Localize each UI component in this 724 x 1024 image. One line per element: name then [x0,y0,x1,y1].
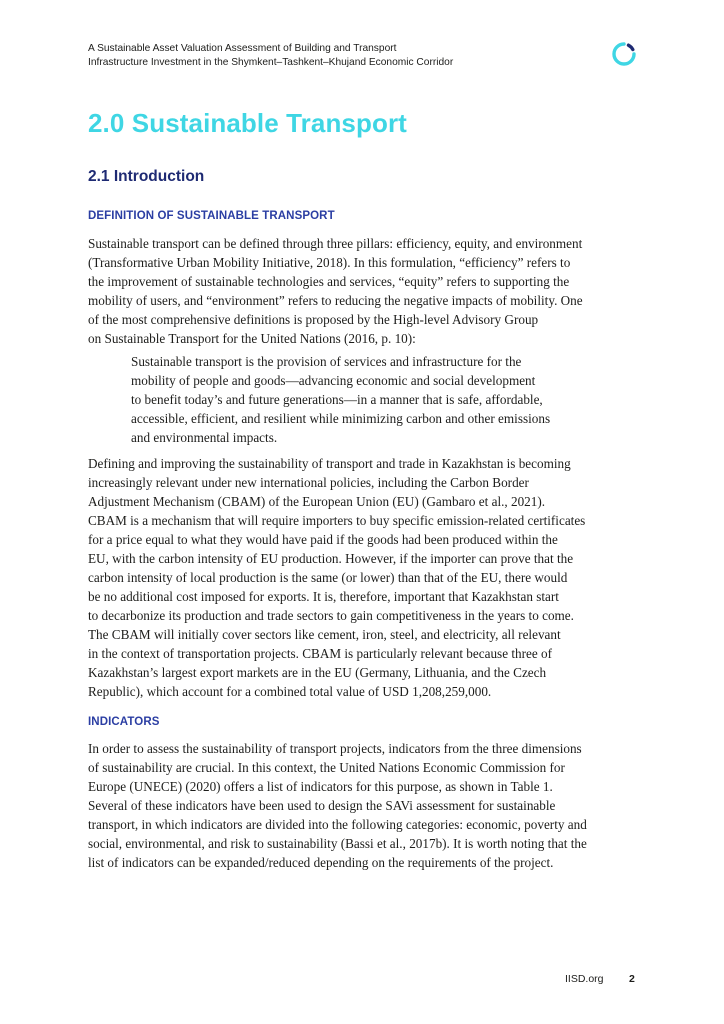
indicators-heading: INDICATORS [88,716,160,728]
text-line: EU, with the carbon intensity of EU production. However, if the importer can prove that the [88,551,574,566]
definition-quote [131,352,611,447]
footer-site-link[interactable]: IISD.org [565,973,604,985]
quote-line: accessible, efficient, and resilient while minimizing carbon and other emissions [131,411,551,426]
text-line: list of indicators can be expanded/reduced depending on the requirements of the project. [88,855,554,870]
text-line: Defining and improving the sustainability of transport and trade in Kazakhstan is becoming [88,456,571,471]
iisd-logo-icon [611,41,637,67]
section-title: 2.0 Sustainable Transport [88,108,407,138]
text-line: increasingly relevant under new international policies, including the Carbon Border [88,475,529,490]
definition-heading: DEFINITION OF SUSTAINABLE TRANSPORT [88,210,335,222]
text-line: The CBAM will initially cover sectors like cement, iron, steel, and electricity, all relevant [88,627,561,642]
text-line: of sustainability are crucial. In this context, the United Nations Economic Commission for [88,760,565,775]
text-line: to decarbonize its production and trade sectors to gain competitiveness in the years to come. [88,608,574,623]
quote-line: to benefit today’s and future generations—in a manner that is safe, affordable, [131,392,543,407]
page-number: 2 [629,973,635,985]
quote-line: and environmental impacts. [131,430,278,445]
quote-line: Sustainable transport is the provision of services and infrastructure for the [131,354,522,369]
text-line: for a price equal to what they would have paid if the goods had been produced within the [88,532,558,547]
text-line: Adjustment Mechanism (CBAM) of the European Union (EU) (Gambaro et al., 2021). [88,494,546,509]
text-line: carbon intensity of local production is the same (or lower) than that of the EU, there would [88,570,568,585]
text-line: on Sustainable Transport for the United Nations (2016, p. 10): [88,331,416,346]
subsection-title: 2.1 Introduction [88,168,205,185]
text-line: the improvement of sustainable technologies and services, “equity” refers to supporting the [88,274,570,289]
text-line: of the most comprehensive definitions is proposed by the High-level Advisory Group [88,312,539,327]
text-line: Republic), which account for a combined total value of USD 1,208,259,000. [88,684,492,699]
running-header-line-1: A Sustainable Asset Valuation Assessment of Building and Transport [88,43,397,54]
text-line: CBAM is a mechanism that will require importers to buy specific emission-related certificates [88,513,586,528]
indicators-paragraph [88,739,640,872]
text-line: transport, in which indicators are divided into the following categories: economic, poverty and [88,817,587,832]
text-line: be no additional cost imposed for exports. It is, therefore, important that Kazakhstan start [88,589,559,604]
text-line: (Transformative Urban Mobility Initiative, 2018). In this formulation, “efficiency” refers to [88,255,571,270]
text-line: In order to assess the sustainability of transport projects, indicators from the three dimensions [88,741,582,756]
running-header [88,42,453,70]
text-line: social, environmental, and risk to sustainability (Bassi et al., 2017b). It is worth noting that the [88,836,587,851]
definition-paragraph-1 [88,234,640,348]
text-line: Kazakhstan’s largest export markets are in the EU (Germany, Lithuania, and the Czech [88,665,547,680]
running-header-line-2: Infrastructure Investment in the Shymkent–Tashkent–Khujand Economic Corridor [88,57,454,68]
text-line: Europe (UNECE) (2020) offers a list of indicators for this purpose, as shown in Table 1. [88,779,553,794]
quote-line: mobility of people and goods—advancing economic and social development [131,373,536,388]
text-line: mobility of users, and “environment” refers to reducing the negative impacts of mobility. One [88,293,583,308]
definition-paragraph-2 [88,454,640,701]
text-line: in the context of transportation projects. CBAM is particularly relevant because three of [88,646,552,661]
text-line: Sustainable transport can be defined through three pillars: efficiency, equity, and environment [88,236,583,251]
text-line: Several of these indicators have been used to design the SAVi assessment for sustainable [88,798,556,813]
